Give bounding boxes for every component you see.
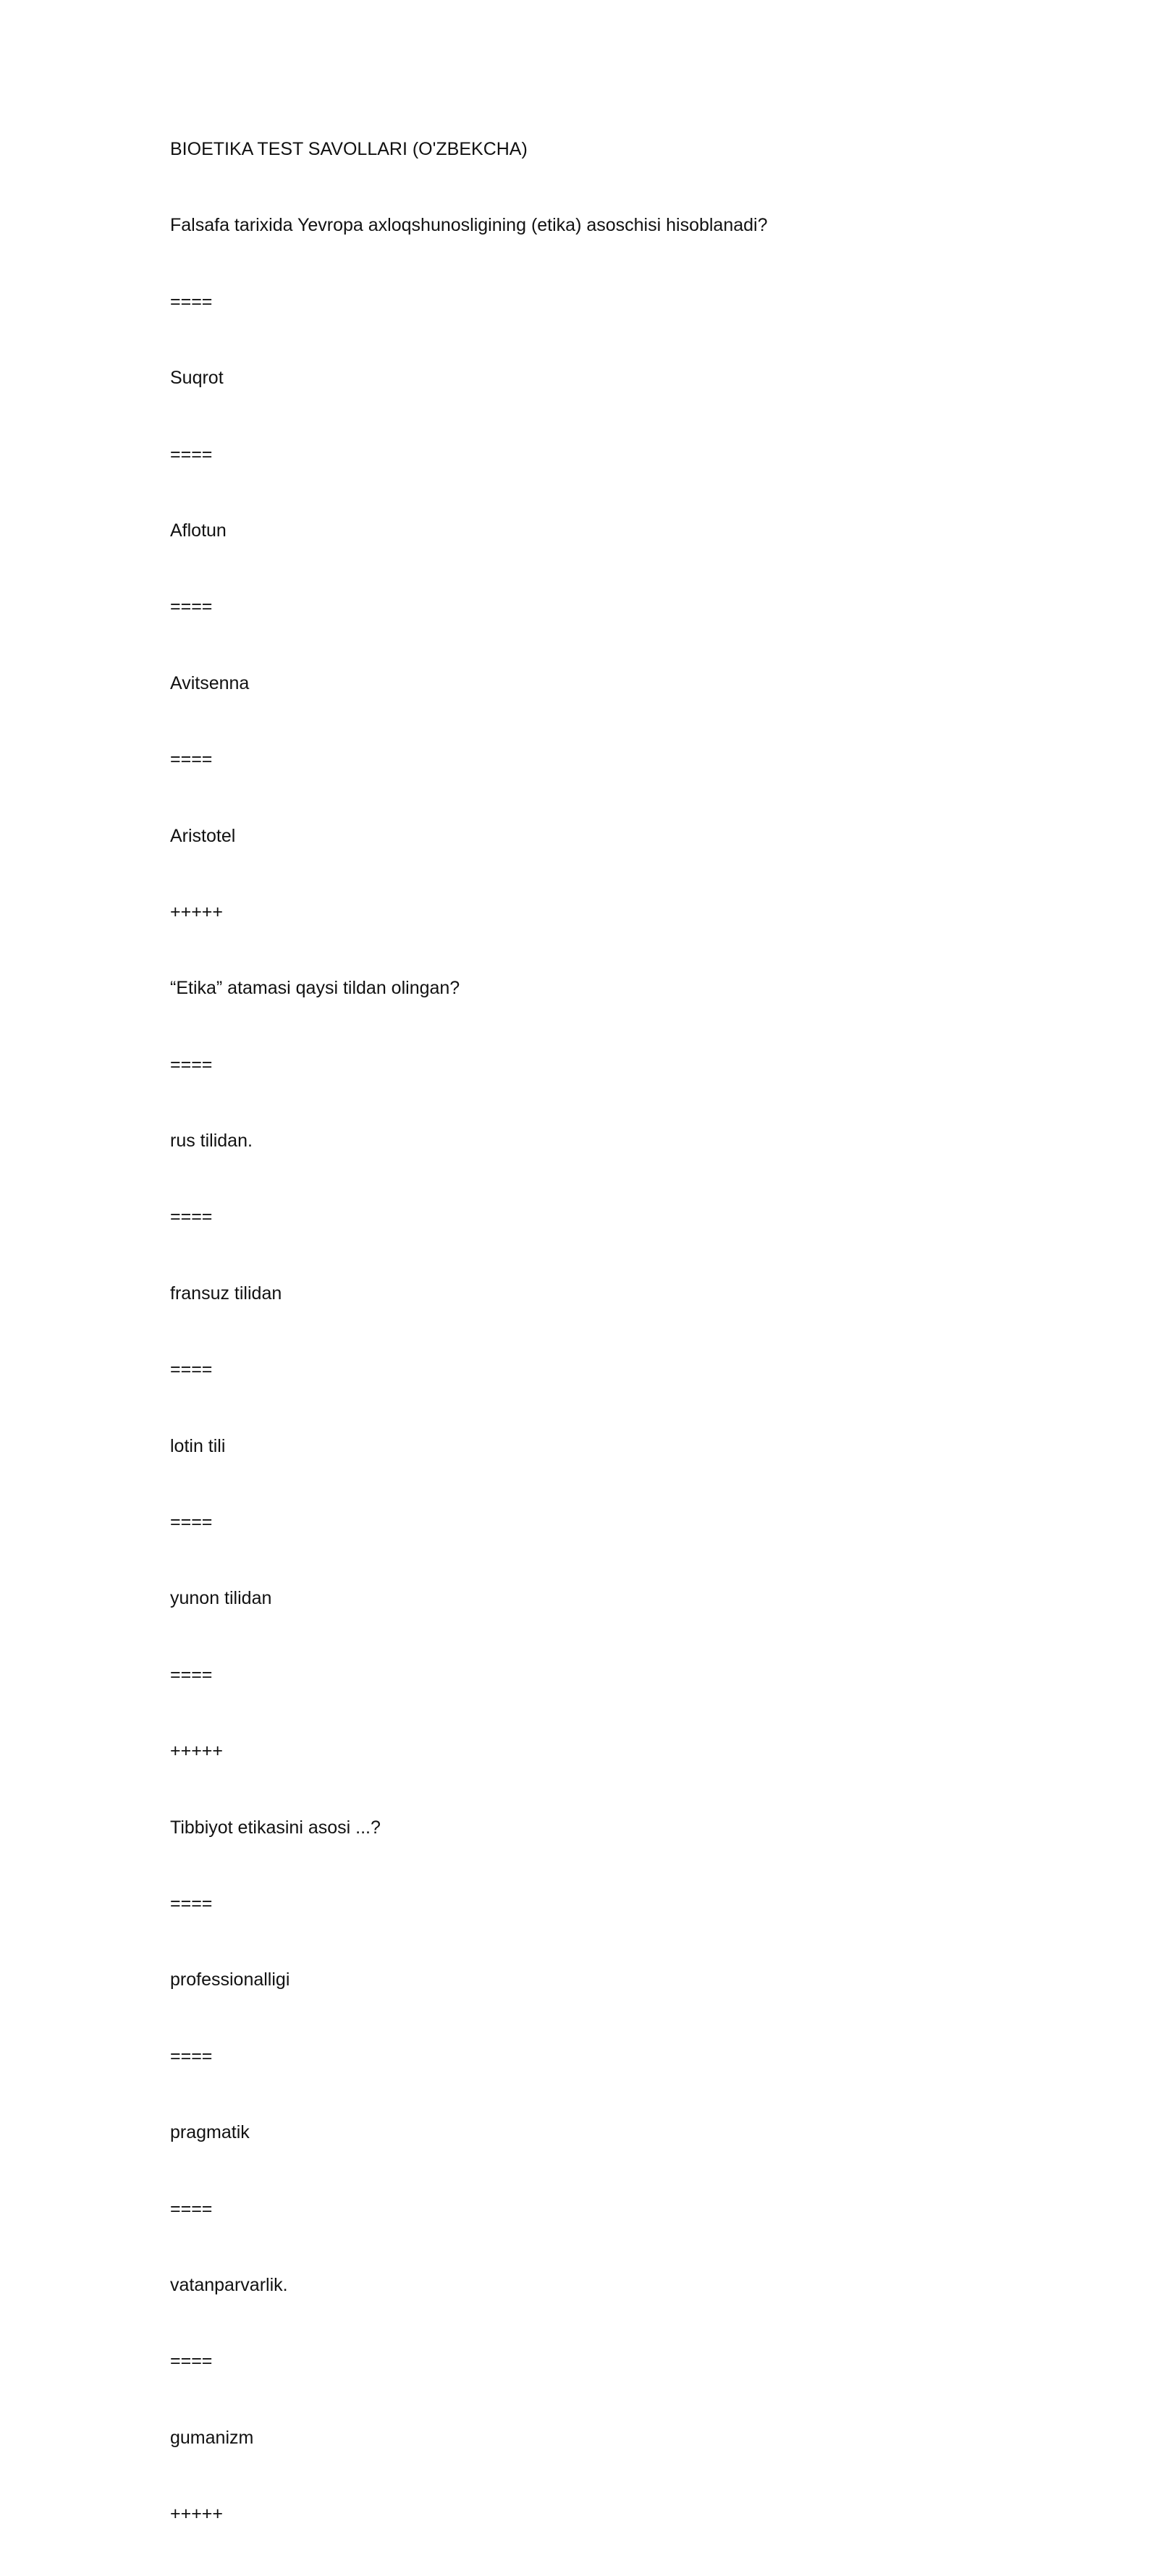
separator: ==== bbox=[170, 1512, 213, 1533]
question-3: Tibbiyot etikasini asosi ...? bbox=[170, 1817, 381, 1838]
answer-option: pragmatik bbox=[170, 2122, 250, 2143]
question-end-marker: +++++ bbox=[170, 901, 223, 922]
separator: ==== bbox=[170, 749, 213, 770]
question-end-marker: +++++ bbox=[170, 1741, 223, 1762]
answer-option: lotin tili bbox=[170, 1435, 226, 1456]
separator: ==== bbox=[170, 2045, 213, 2066]
answer-option: Avitsenna bbox=[170, 672, 250, 693]
question-2: “Etika” atamasi qaysi tildan olingan? bbox=[170, 978, 460, 999]
separator: ==== bbox=[170, 1664, 213, 1685]
separator: ==== bbox=[170, 596, 213, 617]
separator: ==== bbox=[170, 2198, 213, 2219]
separator: ==== bbox=[170, 1207, 213, 1228]
separator: ==== bbox=[170, 291, 213, 312]
answer-option: yunon tilidan bbox=[170, 1588, 272, 1609]
answer-option: Aflotun bbox=[170, 520, 227, 541]
separator: ==== bbox=[170, 444, 213, 465]
question-end-marker: +++++ bbox=[170, 2504, 223, 2525]
separator: ==== bbox=[170, 2351, 213, 2372]
answer-option: gumanizm bbox=[170, 2427, 254, 2448]
document-title: BIOETIKA TEST SAVOLLARI (O'ZBEKCHA) bbox=[170, 139, 528, 159]
question-1: Falsafa tarixida Yevropa axloqshunosligining (etika) asoschisi hisoblanadi? bbox=[170, 215, 768, 236]
answer-option: professionalligi bbox=[170, 1969, 290, 1990]
separator: ==== bbox=[170, 1054, 213, 1075]
answer-option: Aristotel bbox=[170, 825, 236, 846]
answer-option: vatanparvarlik. bbox=[170, 2274, 288, 2295]
separator: ==== bbox=[170, 1893, 213, 1914]
answer-option: Suqrot bbox=[170, 368, 224, 389]
answer-option: rus tilidan. bbox=[170, 1131, 253, 1152]
separator: ==== bbox=[170, 1359, 213, 1380]
document-body bbox=[170, 135, 988, 2576]
answer-option: fransuz tilidan bbox=[170, 1283, 282, 1304]
